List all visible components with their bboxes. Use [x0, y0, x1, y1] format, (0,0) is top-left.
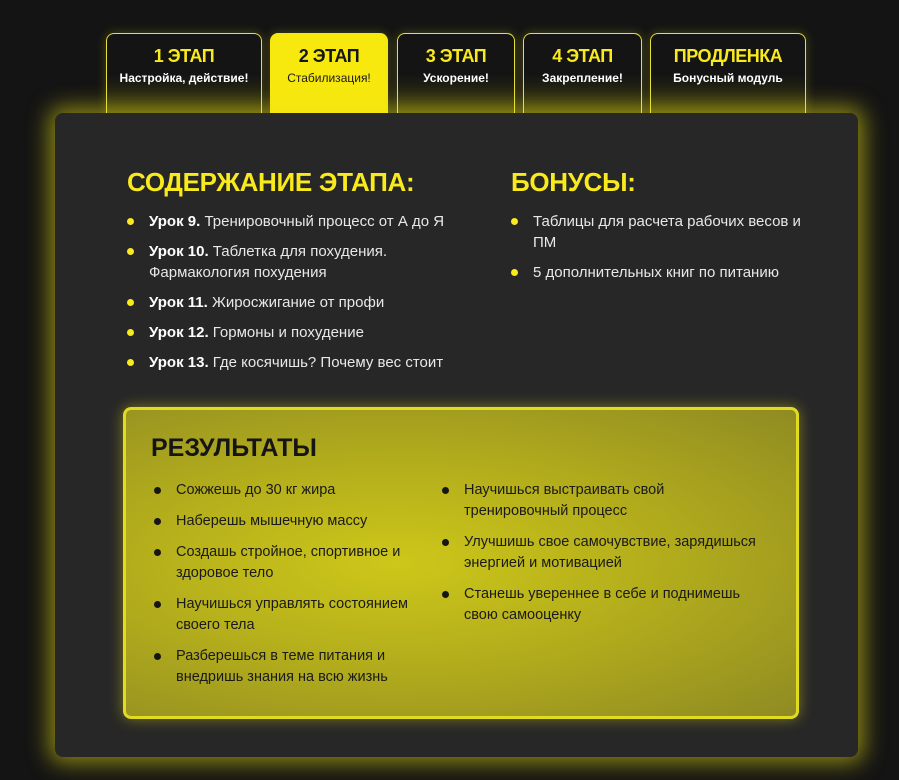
- bullet-icon: [442, 487, 449, 494]
- tab-title: 4 ЭТАП: [552, 46, 613, 66]
- lesson-item: Урок 10. Таблетка для похудения. Фармакология похудения: [125, 241, 455, 283]
- bullet-icon: [442, 539, 449, 546]
- lesson-list: [125, 211, 455, 382]
- tab-stage-1[interactable]: [106, 33, 262, 115]
- tab-stage-2[interactable]: [270, 33, 388, 115]
- bullet-icon: [511, 269, 518, 276]
- bullet-icon: [127, 218, 134, 225]
- bullet-icon: [511, 218, 518, 225]
- bullet-icon: [127, 359, 134, 366]
- tab-title: ПРОДЛЕНКА: [673, 46, 783, 66]
- tab-subtitle: Бонусный модуль: [673, 71, 783, 85]
- lesson-item: Урок 13. Где косячишь? Почему вес стоит: [125, 352, 455, 373]
- tab-extension[interactable]: [650, 33, 806, 115]
- bullet-icon: [154, 549, 161, 556]
- bonuses-heading: БОНУСЫ:: [511, 167, 636, 197]
- bullet-icon: [127, 329, 134, 336]
- result-item: Разберешься в теме питания и внедришь знания на всю жизнь: [152, 646, 422, 688]
- lesson-item: Урок 12. Гормоны и похудение: [125, 322, 455, 343]
- lesson-item: Урок 9. Тренировочный процесс от А до Я: [125, 211, 455, 232]
- result-item: Улучшишь свое самочувствие, зарядишься энергией и мотивацией: [440, 532, 760, 574]
- bonus-item: Таблицы для расчета рабочих весов и ПМ: [509, 211, 809, 253]
- result-item: Сожжешь до 30 кг жира: [152, 480, 422, 501]
- results-list-right: [440, 480, 760, 636]
- bonus-list: [509, 211, 809, 292]
- results-heading: РЕЗУЛЬТАТЫ: [151, 434, 317, 462]
- tab-title: 1 ЭТАП: [153, 46, 215, 66]
- bullet-icon: [127, 248, 134, 255]
- bullet-icon: [154, 487, 161, 494]
- tab-stage-3[interactable]: [397, 33, 515, 115]
- result-item: Научишься управлять состоянием своего тела: [152, 594, 422, 636]
- bullet-icon: [127, 299, 134, 306]
- tab-title: 3 ЭТАП: [425, 46, 487, 66]
- result-item: Научишься выстраивать свой тренировочный процесс: [440, 480, 760, 522]
- bonus-item: 5 дополнительных книг по питанию: [509, 262, 809, 283]
- tab-stage-4[interactable]: [523, 33, 642, 115]
- tab-subtitle: Закрепление!: [542, 71, 623, 85]
- lesson-item: Урок 11. Жиросжигание от профи: [125, 292, 455, 313]
- results-list-left: [152, 480, 422, 698]
- bullet-icon: [154, 518, 161, 525]
- tab-subtitle: Настройка, действие!: [119, 71, 249, 85]
- content-heading: СОДЕРЖАНИЕ ЭТАПА:: [127, 167, 415, 197]
- results-box: [123, 407, 799, 719]
- tab-title: 2 ЭТАП: [298, 46, 360, 66]
- tab-subtitle: Ускорение!: [423, 71, 489, 85]
- result-item: Создашь стройное, спортивное и здоровое тело: [152, 542, 422, 584]
- stage-panel: [55, 113, 858, 757]
- bullet-icon: [154, 601, 161, 608]
- bullet-icon: [442, 591, 449, 598]
- tab-subtitle: Стабилизация!: [287, 71, 371, 85]
- result-item: Станешь увереннее в себе и поднимешь свою самооценку: [440, 584, 760, 626]
- bullet-icon: [154, 653, 161, 660]
- result-item: Наберешь мышечную массу: [152, 511, 422, 532]
